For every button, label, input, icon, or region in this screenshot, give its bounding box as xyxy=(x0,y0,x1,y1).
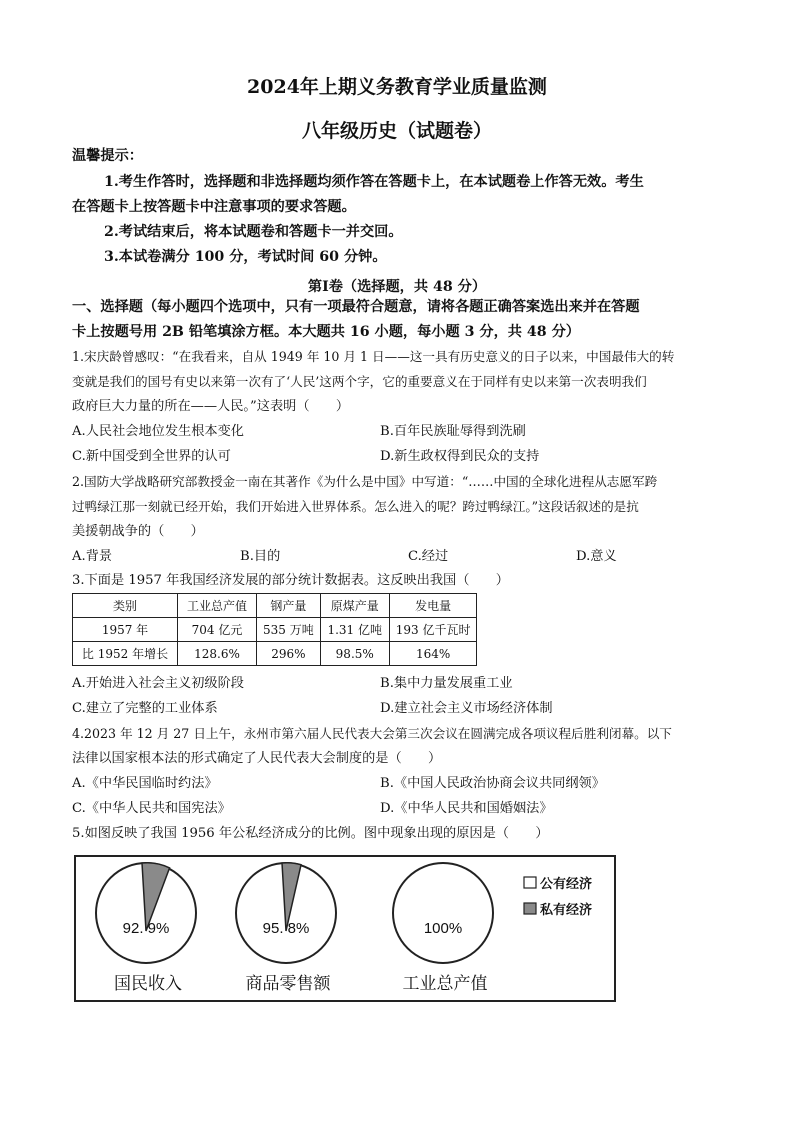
q3-option-c: C.建立了完整的工业体系 xyxy=(72,701,218,716)
q2-line-1: 2.国防大学战略研究部教授金一南在其著作《为什么是中国》中写道：“……中国的全球化进程从志愿军跨 xyxy=(72,474,658,489)
q3-stem: 3.下面是 1957 年我国经济发展的部分统计数据表。这反映出我国（ ） xyxy=(72,573,509,588)
pie-category-label: 国民收入 xyxy=(114,974,182,993)
pie-value-label: 95. 8% xyxy=(262,920,310,937)
q4-option-c: C.《中华人民共和国宪法》 xyxy=(72,801,231,816)
table-cell: 296% xyxy=(257,642,321,666)
table-cell: 164% xyxy=(389,642,477,666)
q4-option-a: A.《中华民国临时约法》 xyxy=(72,776,218,791)
table-cell: 128.6% xyxy=(178,642,257,666)
legend-label-private: 私有经济 xyxy=(540,902,593,917)
table-header-cell: 发电量 xyxy=(389,594,477,618)
table-cell: 193 亿千瓦时 xyxy=(389,618,477,642)
pie-category-label: 商品零售额 xyxy=(245,974,331,993)
q2-option-b: B.目的 xyxy=(240,549,281,564)
legend-swatch-public xyxy=(524,877,536,888)
notice-item-3: 3.本试卷满分 100 分，考试时间 60 分钟。 xyxy=(104,249,387,265)
q3-option-d: D.建立社会主义市场经济体制 xyxy=(380,701,553,716)
q1-line-1: 1.宋庆龄曾感叹：“在我看来，自从 1949 年 10 月 1 日——这一具有历史意义的日子以来，中国最伟大的转 xyxy=(72,349,675,364)
q4-line-2: 法律以国家根本法的形式确定了人民代表大会制度的是（ ） xyxy=(72,751,442,766)
section-title: 第Ⅰ卷（选择题，共 48 分） xyxy=(307,279,487,295)
table-cell: 535 万吨 xyxy=(257,618,321,642)
q2-option-d: D.意义 xyxy=(576,549,617,564)
legend-label-public: 公有经济 xyxy=(540,876,593,891)
pie-value-label: 100% xyxy=(423,920,463,937)
q3-option-b: B.集中力量发展重工业 xyxy=(380,676,513,691)
q3-option-a: A.开始进入社会主义初级阶段 xyxy=(72,676,244,691)
table-header-cell: 原煤产量 xyxy=(320,594,389,618)
table-cell: 1957 年 xyxy=(73,618,178,642)
pie-charts-svg xyxy=(76,857,614,1000)
exam-subtitle: 八年级历史（试题卷） xyxy=(301,120,492,142)
pie-category-label: 工业总产值 xyxy=(402,974,488,993)
q4-option-b: B.《中国人民政治协商会议共同纲领》 xyxy=(380,776,605,791)
q2-line-3: 美援朝战争的（ ） xyxy=(72,524,204,539)
instructions-line-2: 卡上按题号用 2B 铅笔填涂方框。本大题共 16 小题，每小题 3 分，共 48 分） xyxy=(72,324,580,340)
table-cell: 704 亿元 xyxy=(178,618,257,642)
exam-title: 2024年上期义务教育学业质量监测 xyxy=(247,76,547,98)
q1-line-3: 政府巨大力量的所在——人民。”这表明（ ） xyxy=(72,399,350,414)
q2-line-2: 过鸭绿江那一刻就已经开始，我们开始进入世界体系。怎么进入的呢？跨过鸭绿江。”这段话叙述的是抗 xyxy=(72,499,639,514)
table-cell: 98.5% xyxy=(320,642,389,666)
table-header-row xyxy=(73,594,477,618)
table-header-cell: 类别 xyxy=(73,594,178,618)
table-row xyxy=(73,642,477,666)
pie-chart-figure xyxy=(74,855,616,1002)
q2-option-a: A.背景 xyxy=(72,549,113,564)
notice-item-1-line-1: 1.考生作答时，选择题和非选择题均须作答在答题卡上，在本试题卷上作答无效。考生 xyxy=(104,174,644,190)
notice-item-2: 2.考试结束后，将本试题卷和答题卡一并交回。 xyxy=(104,224,403,240)
table-row xyxy=(73,618,477,642)
q1-option-b: B.百年民族耻辱得到洗刷 xyxy=(380,424,526,439)
legend-swatch-private xyxy=(524,903,536,914)
table-cell: 1.31 亿吨 xyxy=(320,618,389,642)
table-cell: 比 1952 年增长 xyxy=(73,642,178,666)
q2-option-c: C.经过 xyxy=(408,549,449,564)
notice-item-1-line-2: 在答题卡上按答题卡中注意事项的要求答题。 xyxy=(72,199,356,215)
instructions-line-1: 一、选择题（每小题四个选项中，只有一项最符合题意，请将各题正确答案选出来并在答题 xyxy=(72,299,640,315)
q4-option-d: D.《中华人民共和国婚姻法》 xyxy=(380,801,553,816)
notice-heading: 温馨提示： xyxy=(72,148,143,164)
q1-option-a: A.人民社会地位发生根本变化 xyxy=(72,424,244,439)
q1-line-2: 变就是我们的国号有史以来第一次有了‘人民’这两个字，它的重要意义在于同样有史以来第一次表明我们 xyxy=(72,374,647,389)
q5-stem: 5.如图反映了我国 1956 年公私经济成分的比例。图中现象出现的原因是（ ） xyxy=(72,826,549,841)
q1-option-d: D.新生政权得到民众的支持 xyxy=(380,449,540,464)
statistics-table xyxy=(72,593,477,666)
q4-line-1: 4.2023 年 12 月 27 日上午，永州市第六届人民代表大会第三次会议在圆满完成各项议程后胜利闭幕。以下 xyxy=(72,726,672,741)
q1-option-c: C.新中国受到全世界的认可 xyxy=(72,449,231,464)
table-header-cell: 钢产量 xyxy=(257,594,321,618)
table-header-cell: 工业总产值 xyxy=(178,594,257,618)
pie-slice-public xyxy=(393,863,493,963)
pie-value-label: 92. 9% xyxy=(122,920,170,937)
